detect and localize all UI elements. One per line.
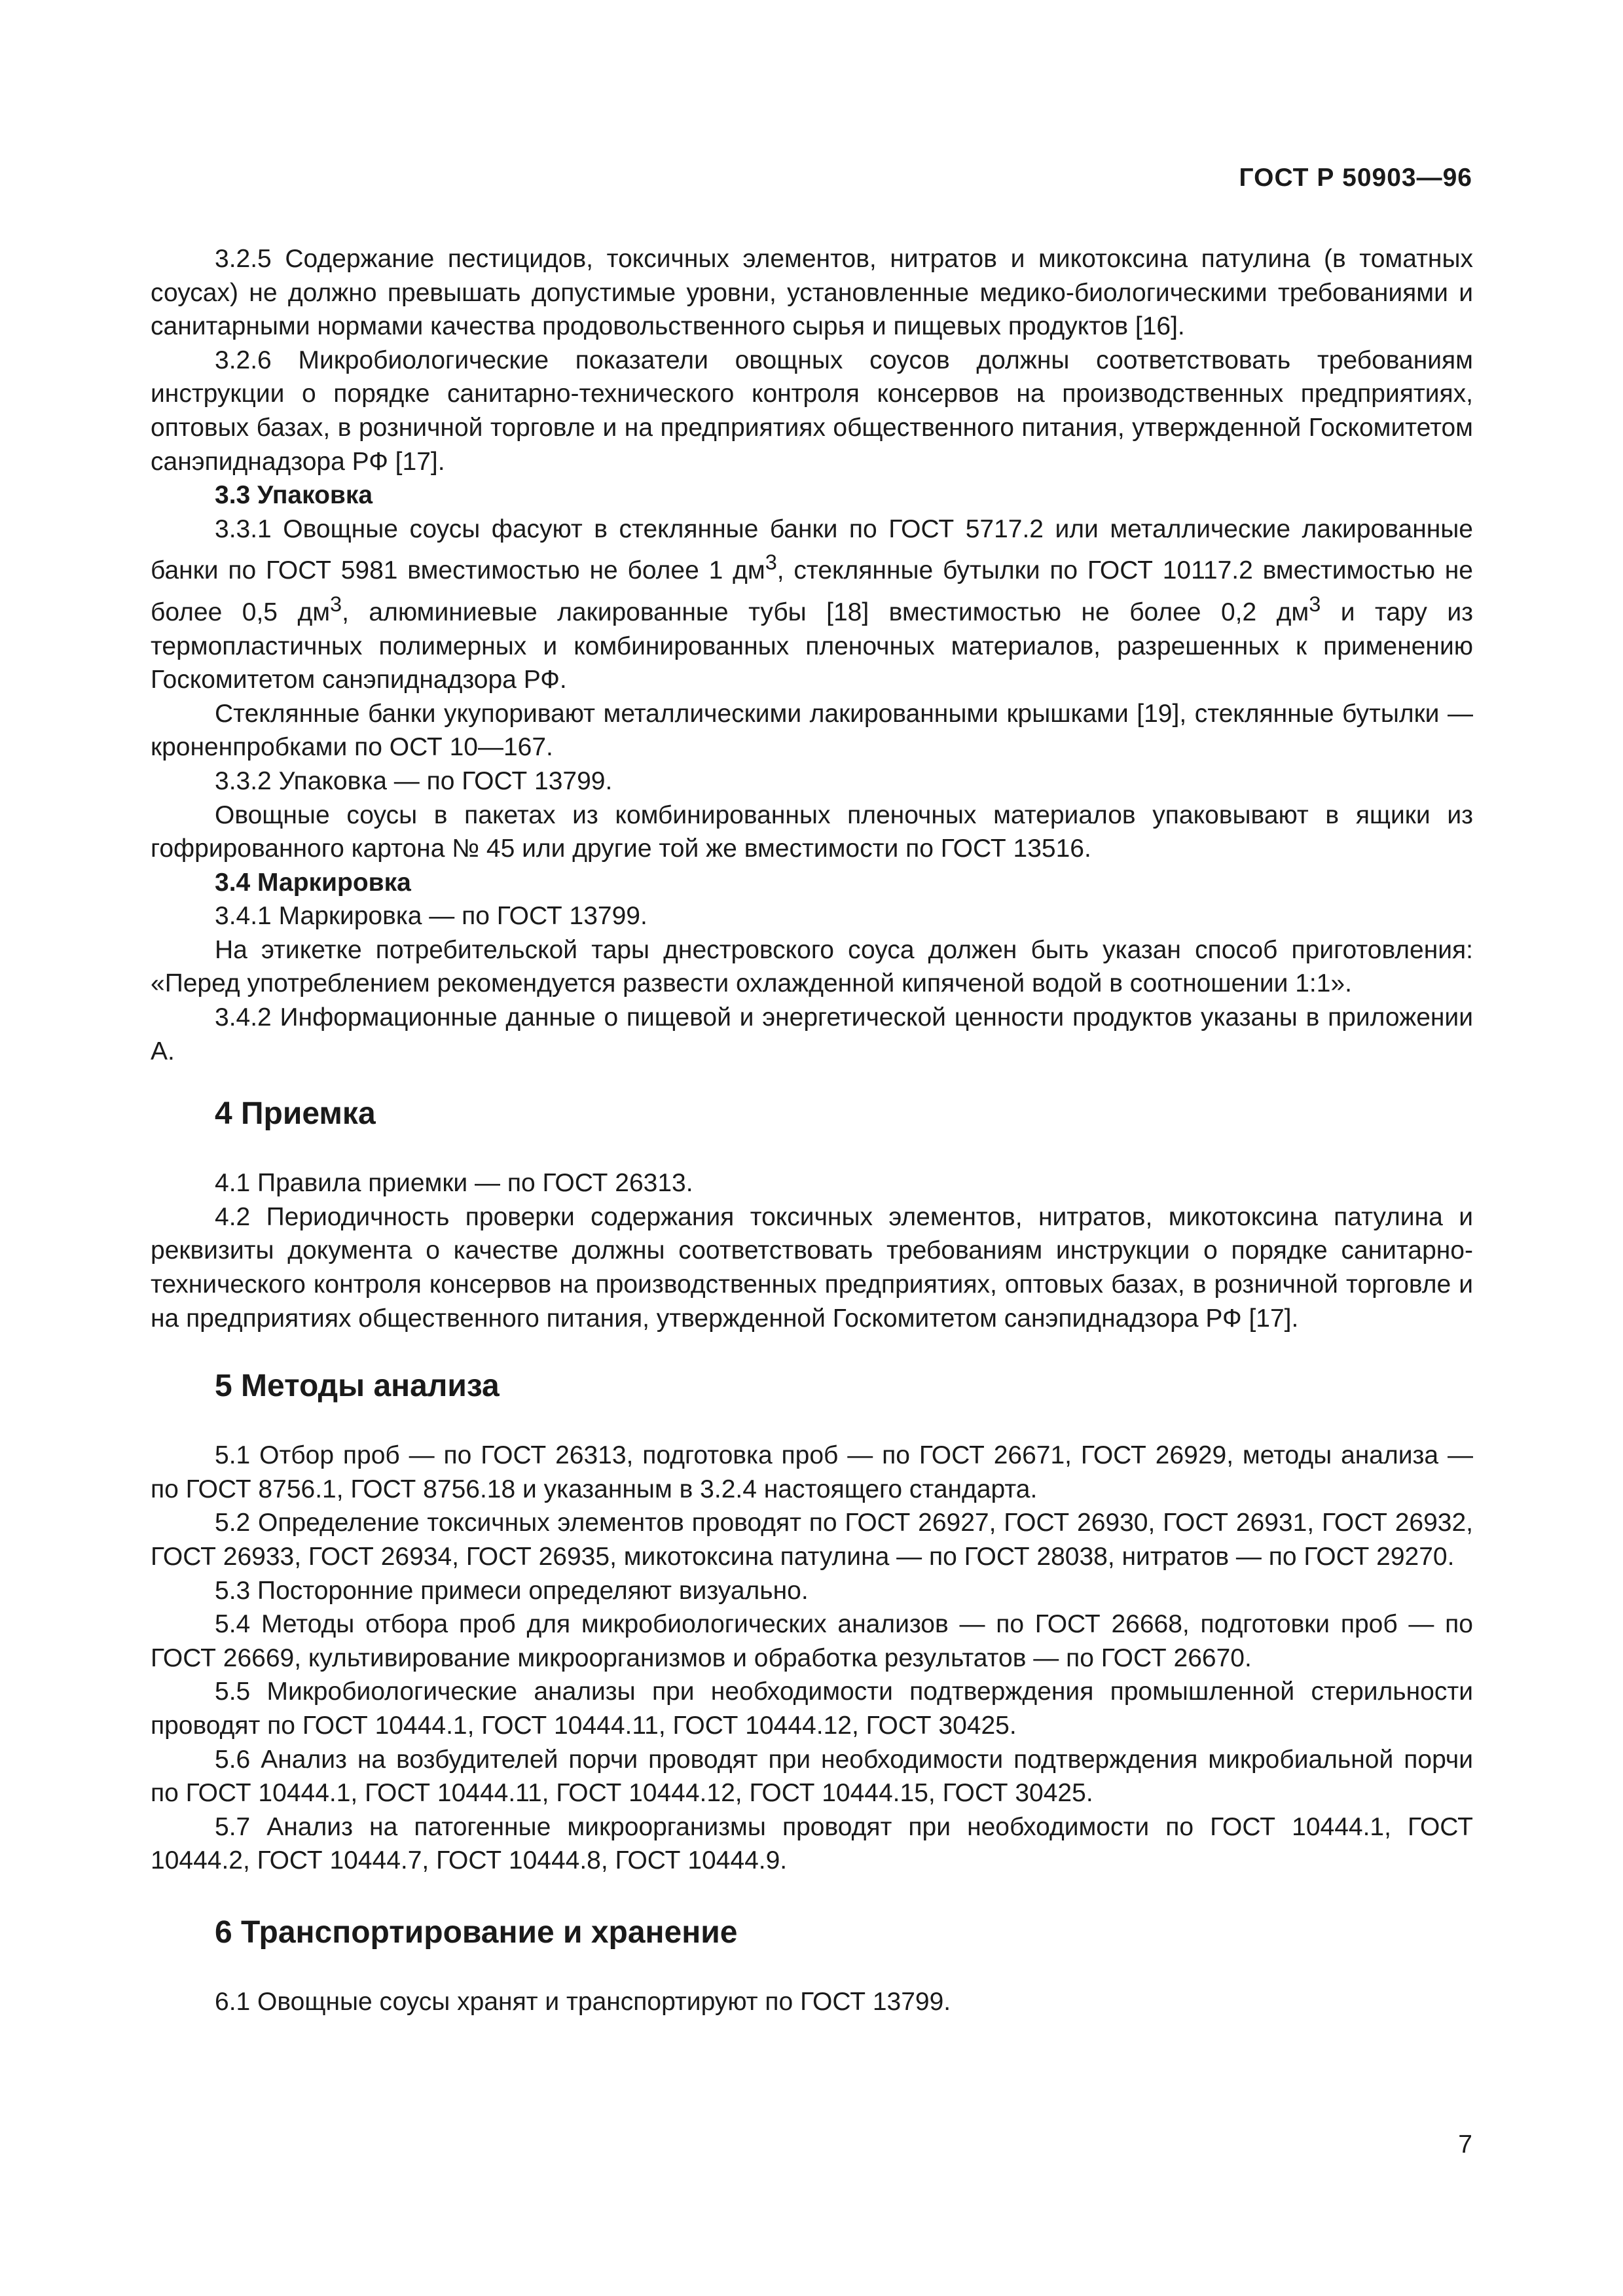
paragraph-4-2: 4.2 Периодичность проверки содержания токсичных элементов, нитратов, микотоксина патулина и реквизиты документа о качестве должны соответствовать требованиям инструкции о порядке санитарно-технического контроля консервов на производственных предприятиях, оптовых базах, в розничной торговле и на предприятиях общественного питания, утвержденной Госкомитетом санэпиднадзора РФ [17].	[151, 1202, 1473, 1333]
superscript: 3	[330, 592, 342, 616]
text-run: , алюминиевые лакированные тубы [18] вместимостью не более 0,2 дм	[342, 598, 1309, 626]
section-title-6: 6 Транспортирование и хранение	[215, 1914, 738, 1950]
text-run: и тару из термопластичных полимерных и комбинированных пленочных материалов, разрешенных к применению Госкомитетом санэпиднадзора РФ.	[151, 598, 1474, 694]
paragraph-5-3: 5.3 Посторонние примеси определяют визуально.	[215, 1576, 809, 1605]
paragraph-5-1: 5.1 Отбор проб — по ГОСТ 26313, подготовка проб — по ГОСТ 26671, ГОСТ 26929, методы анализа — по ГОСТ 8756.1, ГОСТ 8756.18 и указанным в 3.2.4 настоящего стандарта.	[151, 1441, 1473, 1503]
paragraph-3-3-2-boxes: Овощные соусы в пакетах из комбинированных пленочных материалов упаковывают в ящики из гофрированного картона № 45 или другие той же вместимости по ГОСТ 13516.	[151, 800, 1473, 863]
document-header: ГОСТ Р 50903—96	[1239, 164, 1472, 192]
paragraph-3-3-1-closures: Стеклянные банки укупоривают металлическими лакированными крышками [19], стеклянные бутылки — кроненпробками по ОСТ 10—167.	[151, 699, 1473, 762]
paragraph-6-1: 6.1 Овощные соусы хранят и транспортируют по ГОСТ 13799.	[215, 1987, 951, 2016]
subsection-title-3-3: 3.3 Упаковка	[215, 481, 373, 510]
document-body	[151, 242, 1473, 2019]
page-number: 7	[1458, 2130, 1472, 2159]
paragraph-3-3-2: 3.3.2 Упаковка — по ГОСТ 13799.	[215, 766, 613, 795]
paragraph-5-6: 5.6 Анализ на возбудителей порчи проводят при необходимости подтверждения микробиальной порчи по ГОСТ 10444.1, ГОСТ 10444.11, ГОСТ 10444.12, ГОСТ 10444.15, ГОСТ 30425.	[151, 1745, 1473, 1808]
paragraph-3-2-5: 3.2.5 Содержание пестицидов, токсичных элементов, нитратов и микотоксина патулина (в томатных соусах) не должно превышать допустимые уровни, установленные медико-биологическими требованиями и санитарными нормами качества продовольственного сырья и пищевых продуктов [16].	[151, 245, 1473, 341]
paragraph-4-1: 4.1 Правила приемки — по ГОСТ 26313.	[215, 1169, 693, 1198]
paragraph-3-4-1: 3.4.1 Маркировка — по ГОСТ 13799.	[215, 902, 647, 931]
text-run: 3.3.1 Овощные соусы фасуют в стеклянные банки по ГОСТ 5717.2 или металлические лакированные банки по ГОСТ 5981 вместимостью не более 1 дм	[151, 514, 1473, 585]
paragraph-3-4-2: 3.4.2 Информационные данные о пищевой и энергетической ценности продуктов указаны в приложении А.	[151, 1003, 1473, 1066]
section-title-4: 4 Приемка	[215, 1096, 376, 1132]
paragraph-5-4: 5.4 Методы отбора проб для микробиологических анализов — по ГОСТ 26668, подготовки проб — по ГОСТ 26669, культивирование микроорганизмов и обработка результатов — по ГОСТ 26670.	[151, 1610, 1473, 1672]
paragraph-3-4-1-label: На этикетке потребительской тары днестровского соуса должен быть указан способ приготовления: «Перед употреблением рекомендуется развести охлажденной кипяченой водой в соотношении 1:1».	[151, 935, 1473, 998]
subsection-title-3-4: 3.4 Маркировка	[215, 868, 411, 897]
text-run: , стеклянные бутылки по ГОСТ 10117.2 вместимостью не более 0,5 дм	[151, 556, 1473, 626]
superscript: 3	[765, 550, 777, 575]
paragraph-5-5: 5.5 Микробиологические анализы при необходимости подтверждения промышленной стерильности проводят по ГОСТ 10444.1, ГОСТ 10444.11, ГОСТ 10444.12, ГОСТ 30425.	[151, 1677, 1473, 1740]
paragraph-5-2: 5.2 Определение токсичных элементов проводят по ГОСТ 26927, ГОСТ 26930, ГОСТ 26931, ГОСТ 26932, ГОСТ 26933, ГОСТ 26934, ГОСТ 26935, микотоксина патулина — по ГОСТ 28038, нитратов — по ГОСТ 29270.	[151, 1509, 1473, 1571]
paragraph-3-3-1	[151, 512, 1473, 697]
section-title-5: 5 Методы анализа	[215, 1369, 500, 1404]
paragraph-3-2-6: 3.2.6 Микробиологические показатели овощных соусов должны соответствовать требованиям инструкции о порядке санитарно-технического контроля консервов на производственных предприятиях, оптовых базах, в розничной торговле и на предприятиях общественного питания, утвержденной Госкомитетом санэпиднадзора РФ [17].	[151, 346, 1473, 476]
superscript: 3	[1309, 592, 1321, 616]
paragraph-5-7: 5.7 Анализ на патогенные микроорганизмы проводят при необходимости по ГОСТ 10444.1, ГОСТ 10444.2, ГОСТ 10444.7, ГОСТ 10444.8, ГОСТ 10444.9.	[151, 1812, 1473, 1875]
